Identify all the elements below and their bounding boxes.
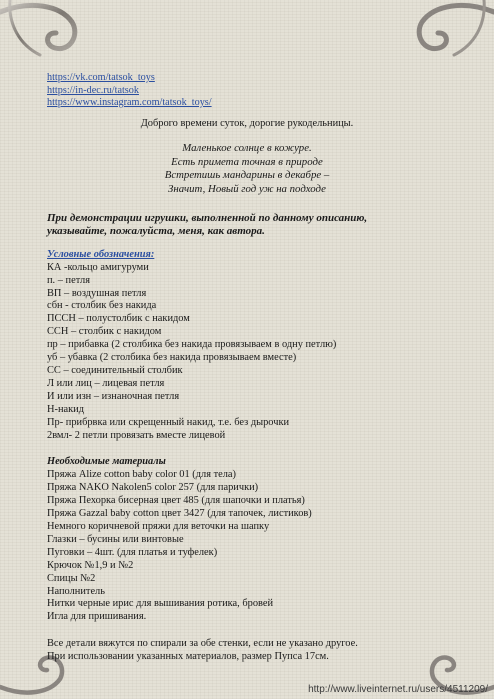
material-item: Игла для пришивания. bbox=[47, 611, 147, 623]
material-item: Пряжа NAKO Nakolen5 color 257 (для парички) bbox=[47, 482, 259, 494]
legend-item: сбн - столбик без накида bbox=[47, 300, 157, 312]
author-notice bbox=[47, 212, 447, 239]
author-links bbox=[47, 72, 447, 110]
legend-item: КА -кольцо амигуруми bbox=[47, 261, 149, 273]
material-item: Немного коричневой пряжи для веточки на шапку bbox=[47, 520, 270, 532]
material-item: Наполнитель bbox=[47, 585, 105, 597]
legend-item: ССН – столбик с накидом bbox=[47, 326, 162, 338]
poem bbox=[47, 142, 447, 196]
legend-item: Н-накид bbox=[47, 403, 85, 415]
document-body bbox=[47, 72, 447, 664]
in-dec-link[interactable]: https://in-dec.ru/tatsok bbox=[47, 84, 139, 96]
material-item: Глазки – бусины или винтовые bbox=[47, 533, 184, 545]
legend-list bbox=[47, 262, 447, 443]
material-item: Пряжа Gazzal baby cotton цвет 3427 (для тапочек, листиков) bbox=[47, 508, 312, 520]
watermark-url: http://www.liveinternet.ru/users/4511209/ bbox=[308, 684, 488, 695]
outro bbox=[47, 638, 447, 664]
poem-line: Маленькое солнце в кожуре. bbox=[182, 142, 312, 155]
legend-item: уб – убавка (2 столбика без накида провязываем вместе) bbox=[47, 352, 297, 364]
legend-title: Условные обозначения: bbox=[47, 248, 155, 260]
legend-item: Пр- прибрвка или скрещенный накид, т.е. без дырочки bbox=[47, 416, 290, 428]
legend-item: СС – соединительный столбик bbox=[47, 365, 183, 376]
material-item: Спицы №2 bbox=[47, 572, 96, 584]
notice-line: При демонстрации игрушки, выполненной по данному описанию, bbox=[47, 212, 368, 225]
greeting: Доброго времени суток, дорогие рукодельницы. bbox=[140, 117, 354, 129]
legend-item: ВП – воздушная петля bbox=[47, 287, 147, 299]
material-item: Пряжа Alize cotton baby color 01 (для тела) bbox=[47, 469, 236, 481]
instagram-link[interactable]: https://www.instagram.com/tatsok_toys/ bbox=[47, 97, 212, 108]
legend-item: пр – прибавка (2 столбика без накида провязываем в одну петлю) bbox=[47, 339, 337, 351]
legend-item: ПССН – полустолбик с накидом bbox=[47, 313, 190, 325]
corner-ornament-top-left bbox=[0, 0, 90, 75]
legend-item: 2вмл- 2 петли провязать вместе лицевой bbox=[47, 429, 226, 441]
material-item: Крючок №1,9 и №2 bbox=[47, 559, 134, 571]
poem-line: Есть примета точная в природе bbox=[171, 155, 323, 168]
notice-line: указывайте, пожалуйста, меня, как автора. bbox=[47, 225, 265, 238]
vk-link[interactable]: https://vk.com/tatsok_toys bbox=[47, 72, 155, 83]
material-item: Нитки черные ирис для вышивания ротика, бровей bbox=[47, 598, 274, 610]
material-item: Пряжа Пехорка бисерная цвет 485 (для шапочки и платья) bbox=[47, 495, 305, 507]
materials-title: Необходимые материалы bbox=[47, 456, 166, 468]
legend-item: п. – петля bbox=[47, 274, 90, 286]
poem-line: Встретишь мандарины в декабре – bbox=[164, 169, 330, 182]
poem-line: Значит, Новый год уж на подходе bbox=[168, 182, 326, 195]
outro-line: Все детали вяжутся по спирали за обе стенки, если не указано другое. bbox=[47, 638, 358, 650]
material-item: Пуговки – 4шт. (для платья и туфелек) bbox=[47, 546, 218, 558]
corner-ornament-top-right bbox=[404, 0, 494, 75]
legend-item: Л или лиц – лицевая петля bbox=[47, 377, 165, 389]
outro-line: При использовании указанных материалов, размер Пупса 17см. bbox=[47, 651, 329, 663]
legend-item: И или изн – изнаночная петля bbox=[47, 390, 180, 402]
materials-list bbox=[47, 469, 447, 624]
